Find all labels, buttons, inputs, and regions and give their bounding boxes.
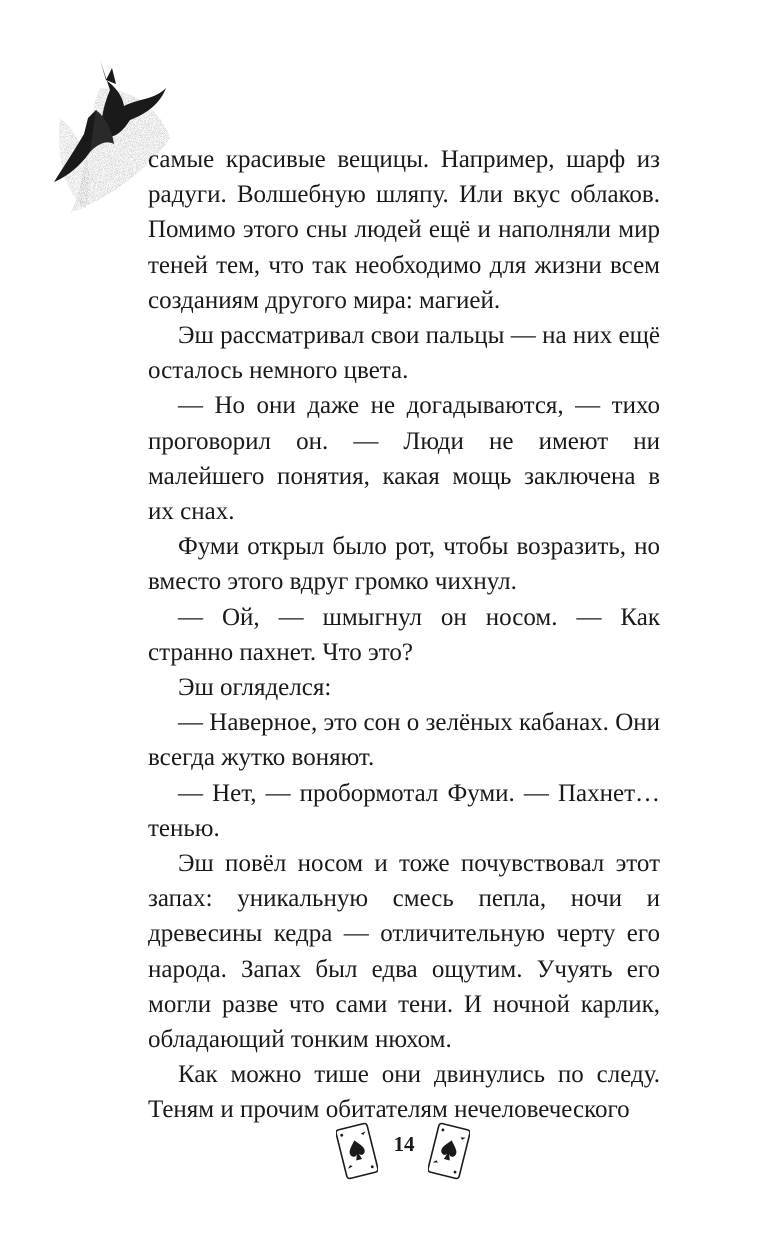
paragraph: Как можно тише они двинулись по следу. Теням и прочим обитателям нечеловеческого [148, 1061, 660, 1124]
playing-card-spade-icon [428, 1122, 470, 1180]
paragraph: — Нет, — пробормотал Фуми. — Пахнет… тенью. [148, 779, 660, 842]
paragraph: Эш рассматривал свои пальцы — на них ещё осталось немного цвета. [148, 322, 660, 385]
playing-card-spade-icon [336, 1122, 378, 1180]
page-footer [0, 1110, 768, 1210]
paragraph: — Ой, — шмыгнул он носом. — Как странно пахнет. Что это? [148, 603, 660, 666]
page-number: 14 [393, 1132, 415, 1156]
paragraph: — Наверное, это сон о зелёных кабанах. Они всегда жутко воняют. [148, 709, 660, 772]
paragraph: Фуми открыл было рот, чтобы возразить, но вместо этого вдруг громко чихнул. [148, 533, 660, 596]
paragraph: Эш огляделся: [178, 674, 332, 702]
paragraph: — Но они даже не догадываются, — тихо проговорил он. — Люди не имеют ни малейшего понятия, какая мощь заключена в их снах. [148, 392, 660, 526]
body-text [148, 142, 660, 1128]
paragraph: Эш повёл носом и тоже почувствовал этот запах: уникальную смесь пепла, ночи и древесины кедра — отличительную черту его народа. Запах был едва ощутим. Учуять его могли разве что сами тени. И ночной карлик, обладающий тонким нюхом. [148, 850, 660, 1054]
paragraph: самые красивые вещицы. Например, шарф из радуги. Волшебную шляпу. Или вкус облаков. Помимо этого сны людей ещё и наполняли мир теней тем, что так необходимо для жизни всем созданиям другого мира: магией. [148, 146, 660, 314]
